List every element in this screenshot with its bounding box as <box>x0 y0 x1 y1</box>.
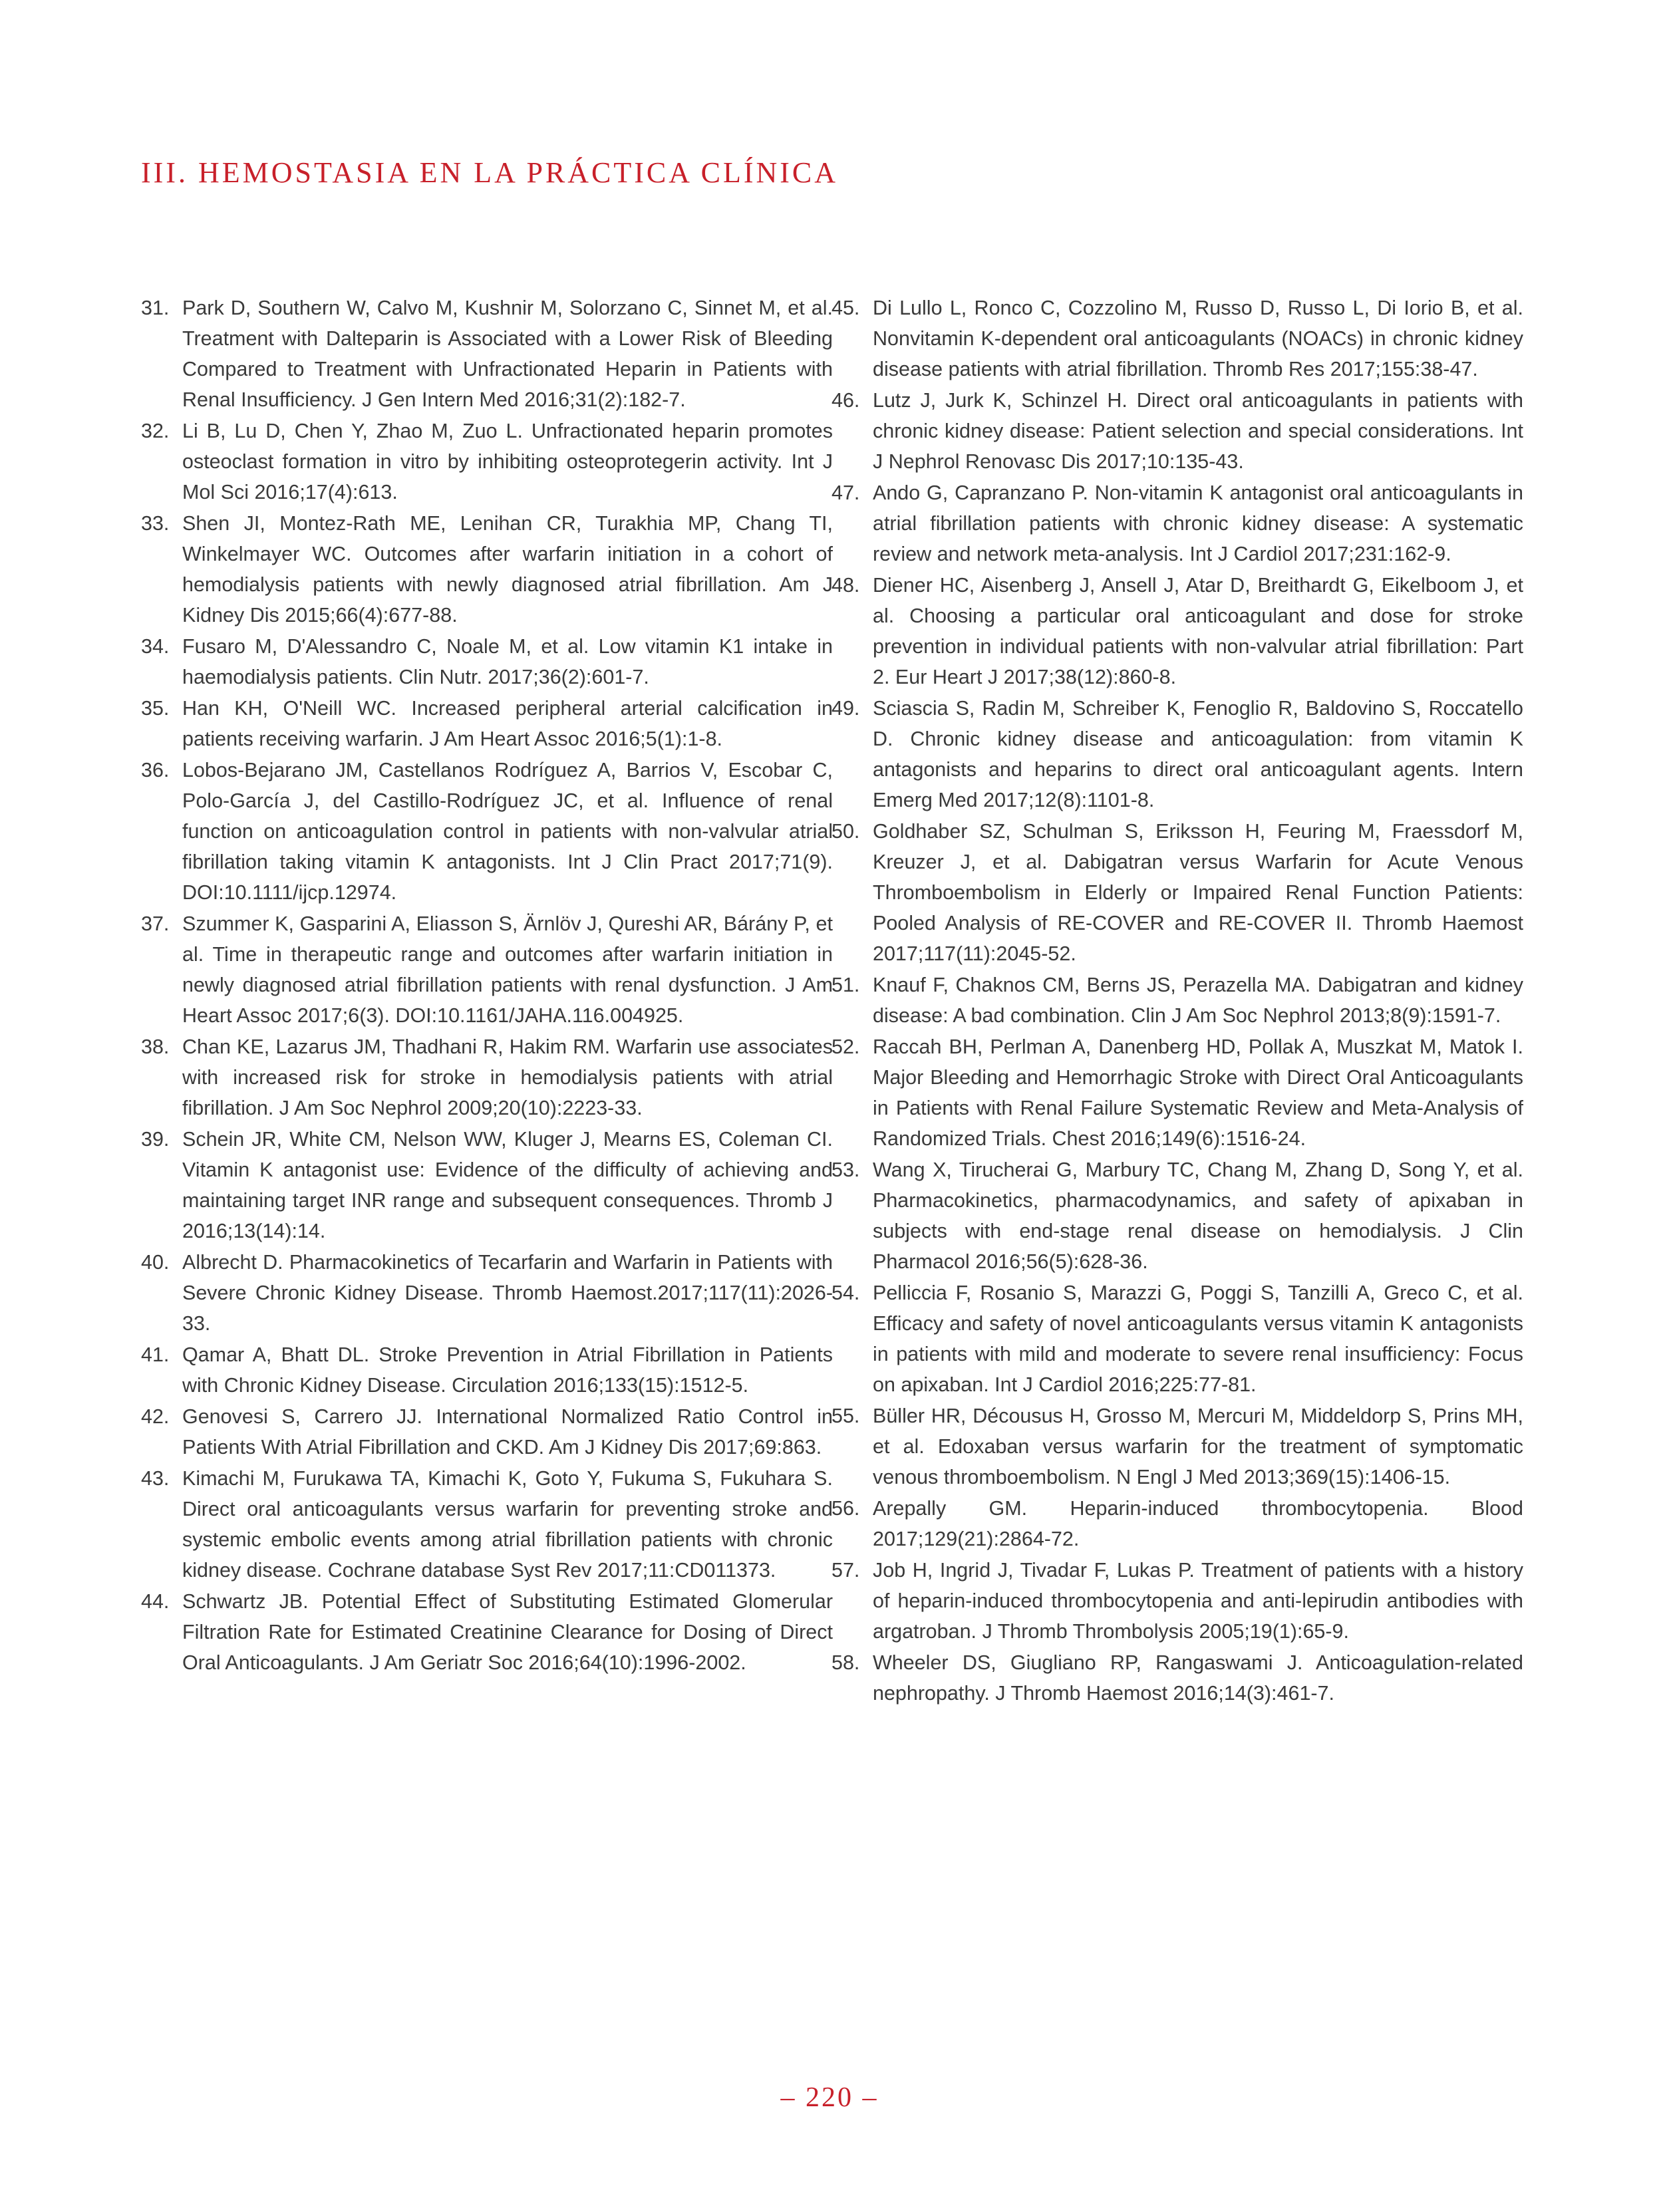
reference-item <box>141 631 833 692</box>
reference-number: 32. <box>141 420 170 442</box>
reference-number: 37. <box>141 912 170 935</box>
reference-number: 55. <box>831 1405 860 1427</box>
reference-item <box>831 1155 1523 1277</box>
reference-text: Schein JR, White CM, Nelson WW, Kluger J, Mearns ES, Coleman CI. Vitamin K antagonist use: Evidence of the difficulty of achieving and maintaining target INR range and subsequent consequences. Thromb J 2016;13(14):14. <box>182 1128 833 1242</box>
reference-item <box>831 478 1523 569</box>
reference-text: Shen JI, Montez-Rath ME, Lenihan CR, Turakhia MP, Chang TI, Winkelmayer WC. Outcomes after warfarin initiation in a cohort of hemodialysis patients with newly diagnosed atrial fibrillation. Am J Kidney Dis 2015;66(4):677-88. <box>182 512 833 626</box>
reference-item <box>141 1124 833 1246</box>
reference-item <box>141 293 833 415</box>
reference-item <box>831 570 1523 692</box>
reference-item <box>141 755 833 908</box>
reference-number: 49. <box>831 697 860 720</box>
reference-item <box>141 1401 833 1462</box>
reference-text: Goldhaber SZ, Schulman S, Eriksson H, Feuring M, Fraessdorf M, Kreuzer J, et al. Dabigatran versus Warfarin for Acute Venous Thromboembolism in Elderly or Impaired Renal Function Patients: Pooled Analysis of RE-COVER and RE-COVER II. Thromb Haemost 2017;117(11):2045-52. <box>873 820 1523 965</box>
reference-text: Han KH, O'Neill WC. Increased peripheral arterial calcification in patients receiving warfarin. J Am Heart Assoc 2016;5(1):1-8. <box>182 697 833 750</box>
reference-item <box>831 816 1523 969</box>
reference-number: 35. <box>141 697 170 720</box>
reference-item <box>831 1032 1523 1154</box>
reference-item <box>831 970 1523 1031</box>
reference-item <box>141 908 833 1031</box>
reference-number: 52. <box>831 1036 860 1058</box>
section-title: III. HEMOSTASIA EN LA PRÁCTICA CLÍNICA <box>141 156 839 189</box>
reference-item <box>831 1278 1523 1400</box>
reference-number: 44. <box>141 1590 170 1613</box>
reference-number: 54. <box>831 1282 860 1304</box>
reference-text: Knauf F, Chaknos CM, Berns JS, Perazella MA. Dabigatran and kidney disease: A bad combination. Clin J Am Soc Nephrol 2013;8(9):1591-7. <box>873 974 1523 1027</box>
reference-text: Wang X, Tirucherai G, Marbury TC, Chang M, Zhang D, Song Y, et al. Pharmacokinetics, pharmacodynamics, and safety of apixaban in subjects with end-stage renal disease on hemodialysis. J Clin Pharmacol 2016;56(5):628-36. <box>873 1159 1523 1273</box>
reference-item <box>831 693 1523 815</box>
reference-number: 46. <box>831 389 860 412</box>
reference-number: 58. <box>831 1651 860 1674</box>
reference-text: Arepally GM. Heparin-induced thrombocytopenia. Blood 2017;129(21):2864-72. <box>873 1497 1523 1550</box>
reference-item <box>141 1032 833 1123</box>
reference-text: Di Lullo L, Ronco C, Cozzolino M, Russo D, Russo L, Di Iorio B, et al. Nonvitamin K-dependent oral anticoagulants (NOACs) in chronic kidney disease patients with atrial fibrillation. Thromb Res 2017;155:38-47. <box>873 297 1523 380</box>
reference-number: 50. <box>831 820 860 843</box>
reference-list-left <box>141 293 833 1679</box>
reference-item <box>141 508 833 630</box>
reference-item <box>831 385 1523 477</box>
reference-item <box>831 1555 1523 1647</box>
reference-text: Kimachi M, Furukawa TA, Kimachi K, Goto Y, Fukuma S, Fukuhara S. Direct oral anticoagulants versus warfarin for preventing stroke and systemic embolic events among atrial fibrillation patients with chronic kidney disease. Cochrane database Syst Rev 2017;11:CD011373. <box>182 1467 833 1582</box>
reference-item <box>141 1247 833 1339</box>
reference-list-right <box>831 293 1523 1709</box>
reference-number: 34. <box>141 635 170 658</box>
reference-text: Szummer K, Gasparini A, Eliasson S, Ärnlöv J, Qureshi AR, Bárány P, et al. Time in therapeutic range and outcomes after warfarin initiation in newly diagnosed atrial fibrillation patients with renal dysfunction. J Am Heart Assoc 2017;6(3). DOI:10.1161/JAHA.116.004925. <box>182 912 833 1027</box>
reference-text: Diener HC, Aisenberg J, Ansell J, Atar D, Breithardt G, Eikelboom J, et al. Choosing a particular oral anticoagulant and dose for stroke prevention in individual patients with non-valvular atrial fibrillation: Part 2. Eur Heart J 2017;38(12):860-8. <box>873 574 1523 688</box>
reference-text: Sciascia S, Radin M, Schreiber K, Fenoglio R, Baldovino S, Roccatello D. Chronic kidney disease and anticoagulation: from vitamin K antagonists and heparins to direct oral anticoagulant agents. Intern Emerg Med 2017;12(8):1101-8. <box>873 697 1523 811</box>
reference-text: Wheeler DS, Giugliano RP, Rangaswami J. Anticoagulation-related nephropathy. J Thromb Haemost 2016;14(3):461-7. <box>873 1651 1523 1705</box>
reference-item <box>141 1463 833 1586</box>
reference-item <box>831 293 1523 384</box>
reference-number: 45. <box>831 297 860 319</box>
reference-text: Fusaro M, D'Alessandro C, Noale M, et al. Low vitamin K1 intake in haemodialysis patients. Clin Nutr. 2017;36(2):601-7. <box>182 635 833 688</box>
reference-text: Raccah BH, Perlman A, Danenberg HD, Pollak A, Muszkat M, Matok I. Major Bleeding and Hemorrhagic Stroke with Direct Oral Anticoagulants in Patients with Renal Failure Systematic Review and Meta-Analysis of Randomized Trials. Chest 2016;149(6):1516-24. <box>873 1036 1523 1150</box>
reference-text: Li B, Lu D, Chen Y, Zhao M, Zuo L. Unfractionated heparin promotes osteoclast formation in vitro by inhibiting osteoprotegerin activity. Int J Mol Sci 2016;17(4):613. <box>182 420 833 503</box>
reference-item <box>141 1586 833 1678</box>
reference-text: Chan KE, Lazarus JM, Thadhani R, Hakim RM. Warfarin use associates with increased risk for stroke in hemodialysis patients with atrial fibrillation. J Am Soc Nephrol 2009;20(10):2223-33. <box>182 1036 833 1119</box>
reference-text: Schwartz JB. Potential Effect of Substituting Estimated Glomerular Filtration Rate for Estimated Creatinine Clearance for Dosing of Direct Oral Anticoagulants. J Am Geriatr Soc 2016;64(10):1996-2002. <box>182 1590 833 1674</box>
reference-item <box>831 1647 1523 1709</box>
reference-number: 57. <box>831 1559 860 1582</box>
reference-number: 48. <box>831 574 860 597</box>
reference-item <box>831 1401 1523 1492</box>
reference-number: 53. <box>831 1159 860 1181</box>
reference-item <box>141 1339 833 1401</box>
reference-number: 56. <box>831 1497 860 1520</box>
reference-number: 39. <box>141 1128 170 1151</box>
reference-item <box>141 416 833 507</box>
reference-number: 38. <box>141 1036 170 1058</box>
reference-number: 51. <box>831 974 860 996</box>
reference-text: Albrecht D. Pharmacokinetics of Tecarfarin and Warfarin in Patients with Severe Chronic Kidney Disease. Thromb Haemost.2017;117(11):2026-33. <box>182 1251 833 1335</box>
reference-number: 42. <box>141 1405 170 1428</box>
reference-item <box>141 693 833 754</box>
reference-text: Park D, Southern W, Calvo M, Kushnir M, Solorzano C, Sinnet M, et al. Treatment with Dalteparin is Associated with a Lower Risk of Bleeding Compared to Treatment with Unfractionated Heparin in Patients with Renal Insufficiency. J Gen Intern Med 2016;31(2):182-7. <box>182 297 833 411</box>
reference-text: Ando G, Capranzano P. Non-vitamin K antagonist oral anticoagulants in atrial fibrillation patients with chronic kidney disease: A systematic review and network meta-analysis. Int J Cardiol 2017;231:162-9. <box>873 482 1523 565</box>
reference-text: Pelliccia F, Rosanio S, Marazzi G, Poggi S, Tanzilli A, Greco C, et al. Efficacy and safety of novel anticoagulants versus vitamin K antagonists in patients with mild and moderate to severe renal insufficiency: Focus on apixaban. Int J Cardiol 2016;225:77-81. <box>873 1282 1523 1396</box>
reference-number: 47. <box>831 482 860 504</box>
page-number: – 220 – <box>780 2082 879 2113</box>
reference-text: Genovesi S, Carrero JJ. International Normalized Ratio Control in Patients With Atrial Fibrillation and CKD. Am J Kidney Dis 2017;69:863. <box>182 1405 833 1458</box>
reference-number: 43. <box>141 1467 170 1490</box>
reference-number: 41. <box>141 1343 170 1366</box>
reference-text: Qamar A, Bhatt DL. Stroke Prevention in Atrial Fibrillation in Patients with Chronic Kidney Disease. Circulation 2016;133(15):1512-5. <box>182 1343 833 1397</box>
reference-number: 36. <box>141 759 170 781</box>
reference-number: 31. <box>141 297 170 319</box>
reference-text: Büller HR, Décousus H, Grosso M, Mercuri M, Middeldorp S, Prins MH, et al. Edoxaban versus warfarin for the treatment of symptomatic venous thromboembolism. N Engl J Med 2013;369(15):1406-15. <box>873 1405 1523 1488</box>
reference-number: 33. <box>141 512 170 535</box>
reference-number: 40. <box>141 1251 170 1274</box>
reference-text: Job H, Ingrid J, Tivadar F, Lukas P. Treatment of patients with a history of heparin-induced thrombocytopenia and anti-lepirudin antibodies with argatroban. J Thromb Thrombolysis 2005;19(1):65-9. <box>873 1559 1523 1643</box>
reference-item <box>831 1493 1523 1554</box>
reference-text: Lobos-Bejarano JM, Castellanos Rodríguez A, Barrios V, Escobar C, Polo-García J, del Castillo-Rodríguez JC, et al. Influence of renal function on anticoagulation control in patients with non-valvular atrial fibrillation taking vitamin K antagonists. Int J Clin Pract 2017;71(9). DOI:10.1111/ijcp.12974. <box>182 759 833 904</box>
reference-text: Lutz J, Jurk K, Schinzel H. Direct oral anticoagulants in patients with chronic kidney disease: Patient selection and special considerations. Int J Nephrol Renovasc Dis 2017;10:135-43. <box>873 389 1523 473</box>
